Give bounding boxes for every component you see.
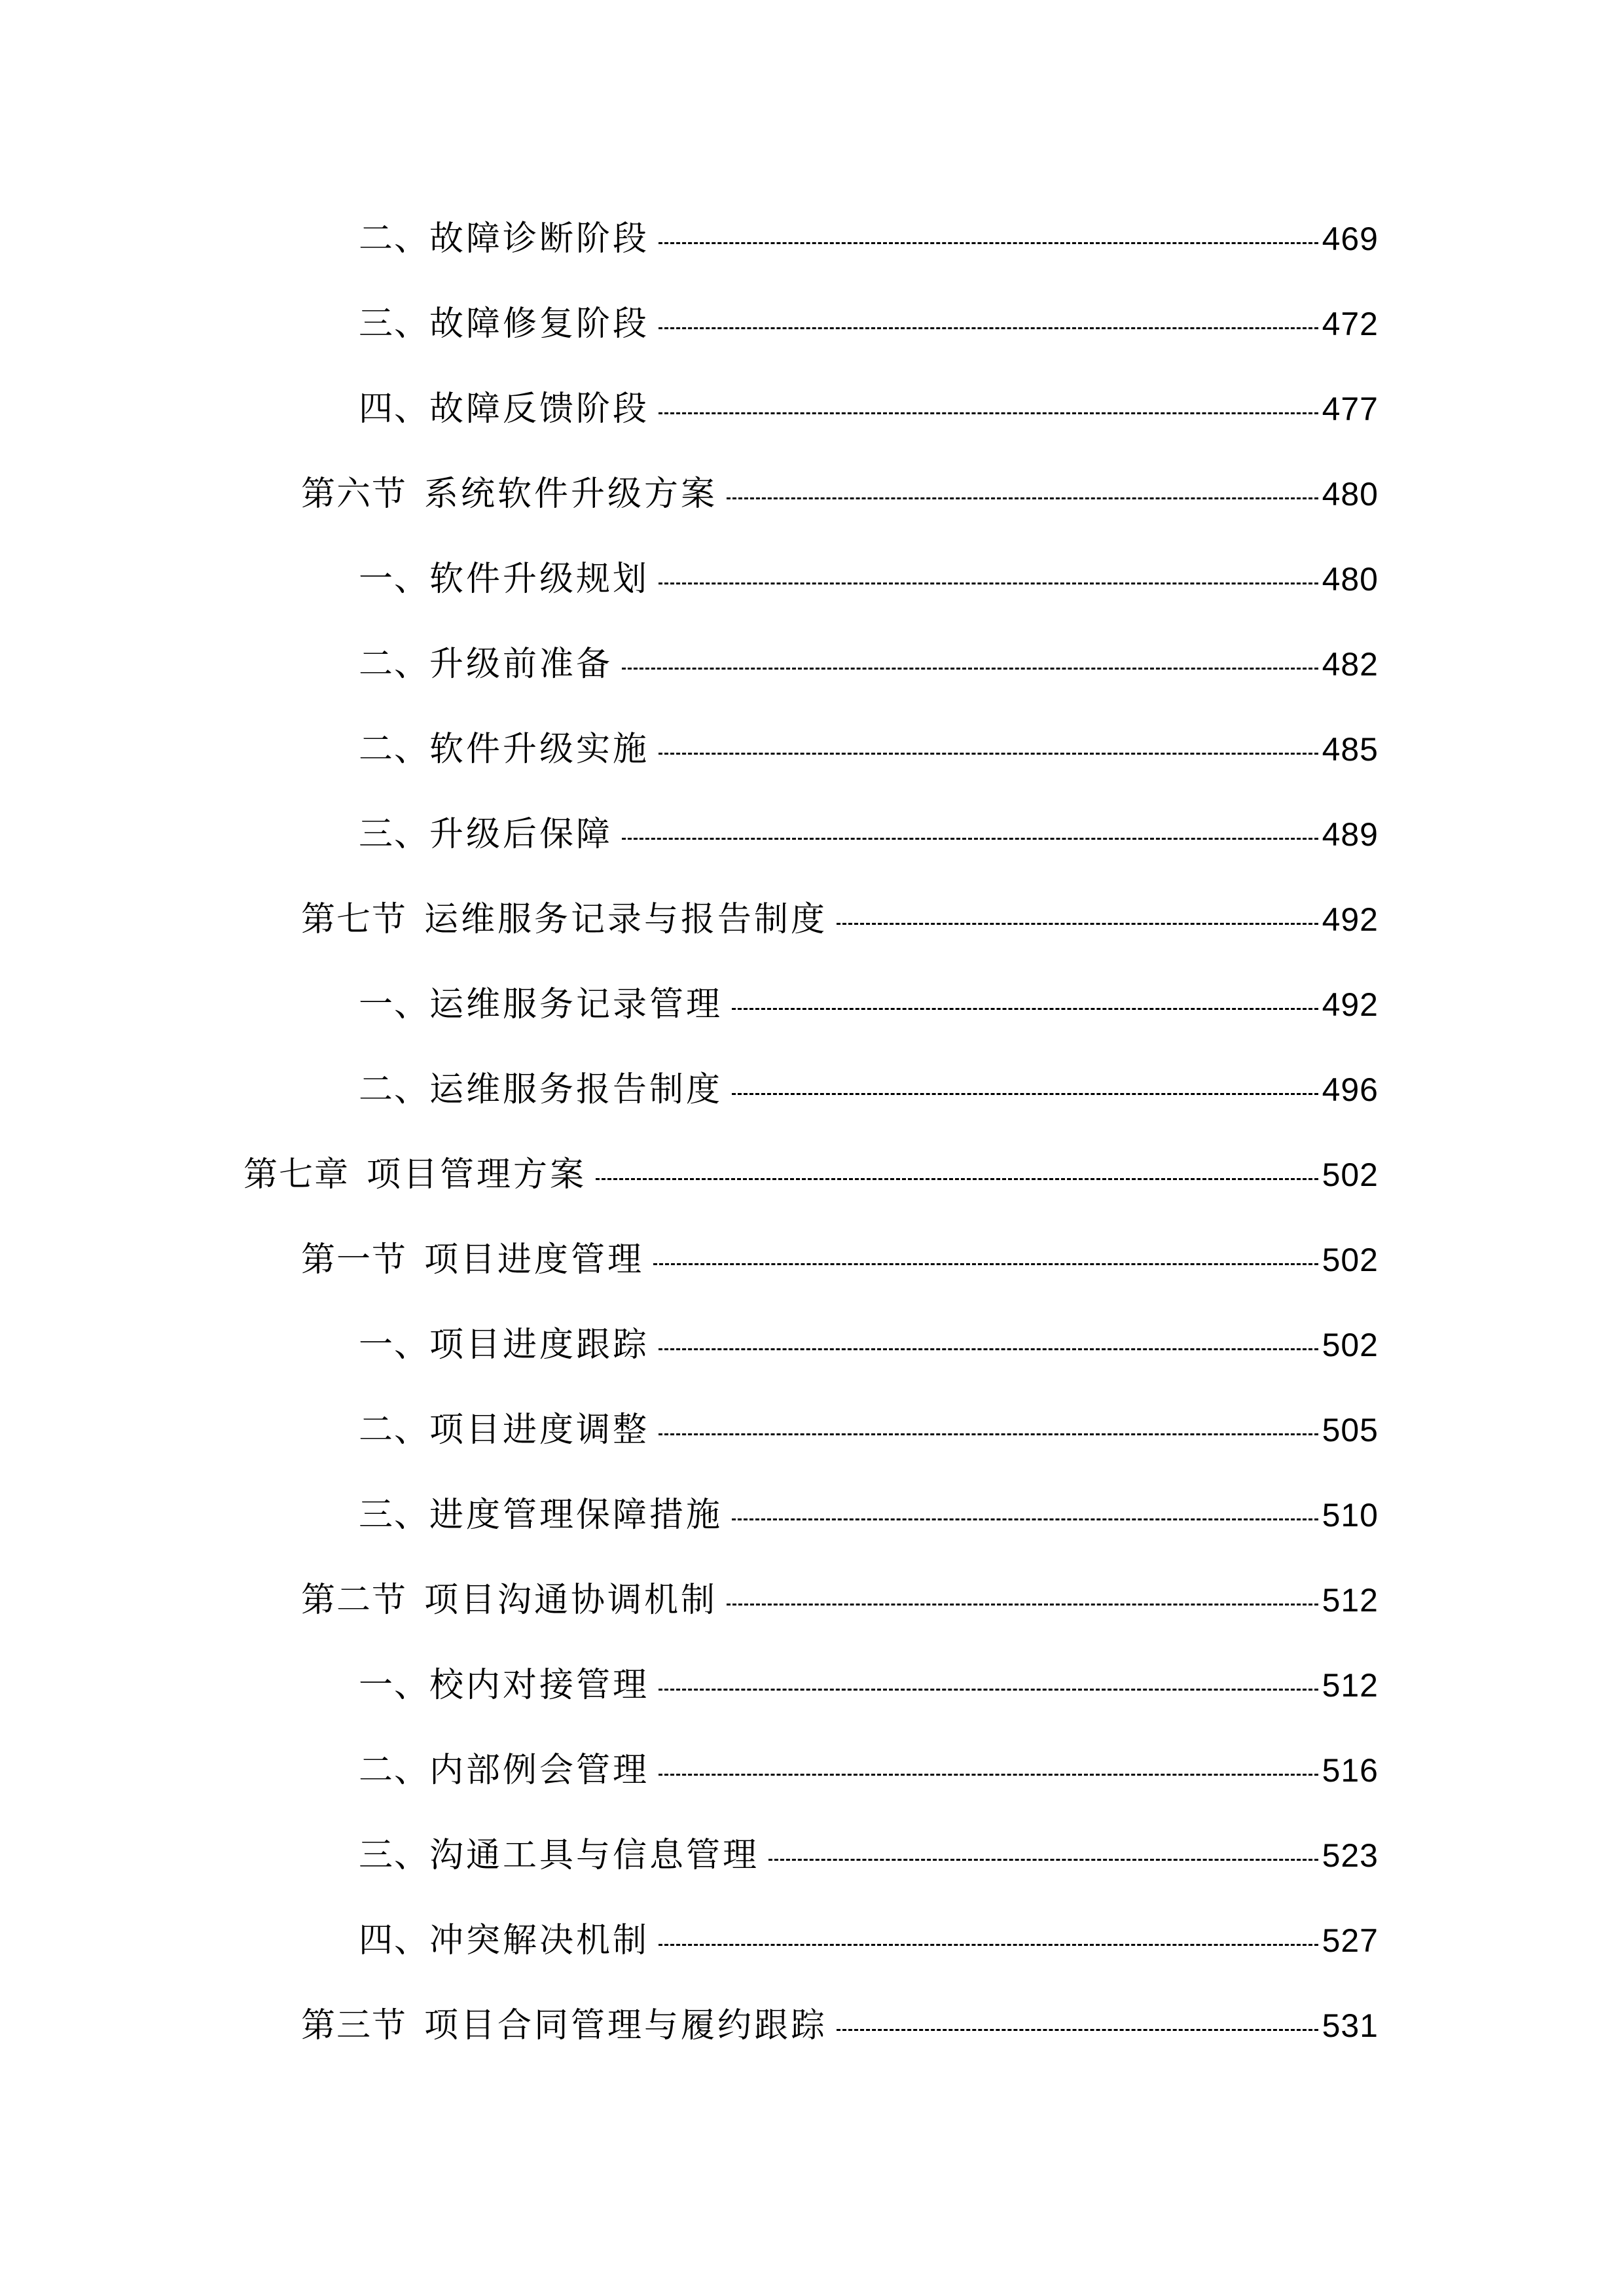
toc-entry-page: 531 — [1322, 2007, 1379, 2044]
toc-entry-page: 496 — [1322, 1071, 1379, 1108]
toc-entry-number: 第一节 — [301, 1240, 408, 1280]
toc-entry-title: 内部例会管理 — [429, 1751, 650, 1790]
dotted-leader — [622, 838, 1318, 840]
toc-entry-number: 二、 — [359, 219, 430, 259]
toc-entry-number: 二、 — [359, 730, 430, 769]
toc-entry-page: 505 — [1322, 1412, 1379, 1448]
toc-entry-title: 沟通工具与信息管理 — [429, 1836, 760, 1875]
toc-section-entry[interactable] — [0, 1230, 1624, 1289]
toc-entry-title: 项目管理方案 — [367, 1155, 587, 1194]
toc-entry-page: 523 — [1322, 1837, 1379, 1874]
dotted-leader — [622, 668, 1318, 670]
toc-entry-number: 三、 — [359, 304, 430, 344]
dotted-leader — [659, 1689, 1318, 1691]
toc-entry-title: 进度管理保障措施 — [429, 1496, 723, 1535]
toc-entry-title: 项目进度调整 — [429, 1410, 650, 1450]
toc-entry-title: 校内对接管理 — [429, 1666, 650, 1705]
toc-entry-title: 软件升级实施 — [429, 730, 650, 769]
toc-entry[interactable] — [0, 1656, 1624, 1715]
dotted-leader — [653, 1263, 1318, 1265]
toc-entry-page: 502 — [1322, 1242, 1379, 1278]
dotted-leader — [837, 2029, 1318, 2031]
toc-entry-title: 运维服务记录管理 — [429, 985, 723, 1024]
toc-entry[interactable] — [0, 1060, 1624, 1119]
toc-entry-title: 冲突解决机制 — [429, 1921, 650, 1960]
toc-entry-number: 二、 — [359, 1410, 430, 1450]
toc-entry-page: 485 — [1322, 731, 1379, 768]
toc-entry-title: 运维服务报告制度 — [429, 1070, 723, 1109]
toc-entry[interactable] — [0, 720, 1624, 779]
toc-entry-page: 502 — [1322, 1157, 1379, 1193]
toc-entry[interactable] — [0, 635, 1624, 694]
toc-entry-number: 二、 — [359, 1070, 430, 1109]
toc-entry-number: 三、 — [359, 1836, 430, 1875]
dotted-leader — [659, 327, 1318, 329]
toc-chapter-entry[interactable] — [0, 1145, 1624, 1204]
toc-entry[interactable] — [0, 1486, 1624, 1545]
toc-entry-number: 一、 — [359, 560, 430, 599]
dotted-leader — [659, 1774, 1318, 1776]
toc-entry-number: 二、 — [359, 1751, 430, 1790]
toc-entry[interactable] — [0, 1316, 1624, 1374]
toc-entry[interactable] — [0, 805, 1624, 864]
toc-entry[interactable] — [0, 550, 1624, 609]
toc-entry-page: 512 — [1322, 1667, 1379, 1704]
toc-entry-number: 一、 — [359, 1666, 430, 1705]
toc-section-entry[interactable] — [0, 1571, 1624, 1630]
toc-entry-page: 516 — [1322, 1752, 1379, 1789]
dotted-leader — [659, 1433, 1318, 1435]
toc-entry-number: 四、 — [359, 389, 430, 429]
toc-entry[interactable] — [0, 1741, 1624, 1800]
toc-entry-page: 510 — [1322, 1497, 1379, 1534]
dotted-leader — [659, 1944, 1318, 1946]
toc-section-entry[interactable] — [0, 1996, 1624, 2055]
dotted-leader — [732, 1518, 1318, 1520]
toc-entry-title: 项目沟通协调机制 — [424, 1581, 718, 1620]
toc-entry-page: 472 — [1322, 306, 1379, 342]
dotted-leader — [732, 1008, 1318, 1010]
toc-entry-page: 482 — [1322, 646, 1379, 683]
toc-entry[interactable] — [0, 1826, 1624, 1885]
dotted-leader — [659, 412, 1318, 414]
toc-entry-number: 四、 — [359, 1921, 430, 1960]
toc-entry-number: 一、 — [359, 985, 430, 1024]
toc-entry-number: 一、 — [359, 1325, 430, 1365]
toc-entry-number: 三、 — [359, 1496, 430, 1535]
toc-entry-page: 489 — [1322, 816, 1379, 853]
toc-entry-title: 故障修复阶段 — [429, 304, 650, 344]
dotted-leader — [837, 923, 1318, 925]
toc-entry-title: 运维服务记录与报告制度 — [424, 900, 828, 939]
toc-entry-page: 469 — [1322, 221, 1379, 257]
toc-entry-number: 第七节 — [301, 900, 408, 939]
toc-entry[interactable] — [0, 975, 1624, 1034]
toc-entry-title: 升级前准备 — [429, 645, 613, 684]
toc-entry-page: 512 — [1322, 1582, 1379, 1619]
toc-entry-page: 492 — [1322, 986, 1379, 1023]
toc-entry-title: 项目合同管理与履约跟踪 — [424, 2006, 828, 2045]
dotted-leader — [727, 497, 1318, 499]
toc-entry-number: 三、 — [359, 815, 430, 854]
toc-entry[interactable] — [0, 1401, 1624, 1460]
toc-entry-page: 492 — [1322, 901, 1379, 938]
toc-entry-page: 527 — [1322, 1922, 1379, 1959]
toc-entry-page: 480 — [1322, 561, 1379, 598]
toc-entry-number: 第二节 — [301, 1581, 408, 1620]
dotted-leader — [659, 1348, 1318, 1350]
toc-entry-title: 故障反馈阶段 — [429, 389, 650, 429]
toc-entry-title: 升级后保障 — [429, 815, 613, 854]
dotted-leader — [659, 242, 1318, 244]
toc-entry-number: 第六节 — [301, 475, 408, 514]
toc-entry-title: 项目进度管理 — [424, 1240, 645, 1280]
dotted-leader — [659, 583, 1318, 584]
toc-section-entry[interactable] — [0, 890, 1624, 949]
dotted-leader — [596, 1178, 1318, 1180]
dotted-leader — [727, 1604, 1318, 1605]
toc-entry[interactable] — [0, 209, 1624, 268]
toc-entry-title: 项目进度跟踪 — [429, 1325, 650, 1365]
toc-entry-number: 第三节 — [301, 2006, 408, 2045]
toc-section-entry[interactable] — [0, 465, 1624, 524]
toc-entry[interactable] — [0, 295, 1624, 353]
toc-entry[interactable] — [0, 1911, 1624, 1970]
dotted-leader — [768, 1859, 1318, 1861]
toc-entry-title: 软件升级规划 — [429, 560, 650, 599]
dotted-leader — [732, 1093, 1318, 1095]
toc-entry-page: 480 — [1322, 476, 1379, 512]
toc-entry-page: 502 — [1322, 1327, 1379, 1363]
toc-entry-page: 477 — [1322, 391, 1379, 427]
toc-entry[interactable] — [0, 380, 1624, 439]
toc-entry-title: 系统软件升级方案 — [424, 475, 718, 514]
toc-entry-number: 第七章 — [244, 1155, 350, 1194]
toc-entry-title: 故障诊断阶段 — [429, 219, 650, 259]
dotted-leader — [659, 753, 1318, 755]
toc-entry-number: 二、 — [359, 645, 430, 684]
